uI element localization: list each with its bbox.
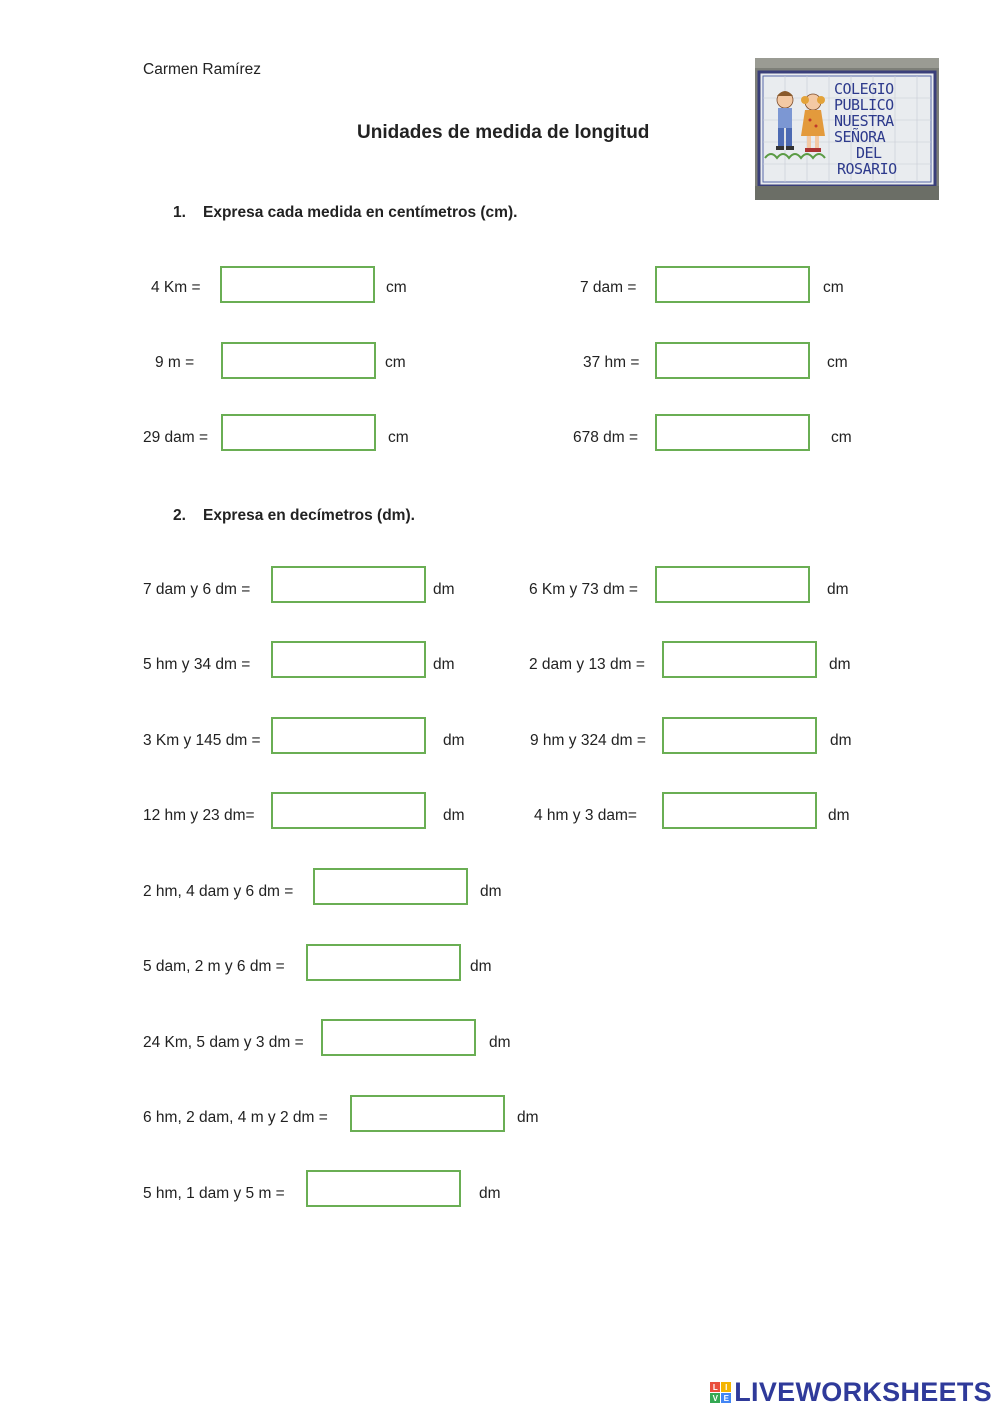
s2-unit-5: dm [443, 732, 465, 749]
s2-label-6: 9 hm y 324 dm = [530, 732, 646, 749]
s2-unit-2: dm [827, 581, 849, 598]
section-2-heading [173, 507, 415, 525]
s2-unit-11: dm [489, 1034, 511, 1051]
s2-unit-10: dm [470, 958, 492, 975]
s1-unit-4: cm [827, 354, 848, 371]
s1-answer-1[interactable] [220, 266, 375, 303]
logo-line-3: NUESTRA [834, 112, 894, 130]
s2-label-12: 6 hm, 2 dam, 4 m y 2 dm = [143, 1109, 328, 1126]
s2-answer-3[interactable] [271, 641, 426, 678]
school-logo [755, 58, 939, 200]
s2-answer-10[interactable] [306, 944, 461, 981]
s2-label-5: 3 Km y 145 dm = [143, 732, 261, 749]
author-name: Carmen Ramírez [143, 61, 261, 78]
s2-unit-4: dm [829, 656, 851, 673]
s2-label-7: 12 hm y 23 dm= [143, 807, 255, 824]
s1-label-5: 29 dam = [143, 429, 209, 446]
s1-answer-6[interactable] [655, 414, 810, 451]
s2-label-2: 6 Km y 73 dm = [529, 581, 638, 598]
s2-label-13: 5 hm, 1 dam y 5 m = [143, 1185, 285, 1202]
s2-answer-2[interactable] [655, 566, 810, 603]
s2-label-10: 5 dam, 2 m y 6 dm = [143, 958, 285, 975]
brand-text: LIVEWORKSHEETS [734, 1377, 992, 1407]
section-1-number: 1. [173, 204, 186, 221]
s2-answer-7[interactable] [271, 792, 426, 829]
s2-label-11: 24 Km, 5 dam y 3 dm = [143, 1034, 304, 1051]
s2-unit-12: dm [517, 1109, 539, 1126]
s1-unit-5: cm [388, 429, 409, 446]
s2-answer-4[interactable] [662, 641, 817, 678]
s1-answer-4[interactable] [655, 342, 810, 379]
section-1-instruction: Expresa cada medida en centímetros (cm). [203, 204, 518, 221]
s2-answer-5[interactable] [271, 717, 426, 754]
s2-answer-12[interactable] [350, 1095, 505, 1132]
logo-line-6: ROSARIO [837, 160, 897, 178]
s2-answer-13[interactable] [306, 1170, 461, 1207]
s2-unit-7: dm [443, 807, 465, 824]
s1-answer-2[interactable] [655, 266, 810, 303]
s1-answer-5[interactable] [221, 414, 376, 451]
s1-label-4: 37 hm = [583, 354, 640, 371]
s2-unit-3: dm [433, 656, 455, 673]
liveworksheets-brand [710, 1377, 992, 1408]
s2-answer-9[interactable] [313, 868, 468, 905]
s1-label-2: 7 dam = [580, 279, 637, 296]
section-2-instruction: Expresa en decímetros (dm). [203, 507, 415, 524]
s1-unit-6: cm [831, 429, 852, 446]
s1-unit-2: cm [823, 279, 844, 296]
logo-line-1: COLEGIO [834, 80, 894, 98]
s2-answer-6[interactable] [662, 717, 817, 754]
s1-unit-3: cm [385, 354, 406, 371]
s1-unit-1: cm [386, 279, 407, 296]
logo-line-2: PUBLICO [834, 96, 894, 114]
s1-label-3: 9 m = [155, 354, 195, 371]
section-1-heading [173, 204, 517, 222]
logo-line-5: DEL [856, 144, 882, 162]
s2-answer-8[interactable] [662, 792, 817, 829]
s2-unit-13: dm [479, 1185, 501, 1202]
s2-label-3: 5 hm y 34 dm = [143, 656, 251, 673]
s2-label-9: 2 hm, 4 dam y 6 dm = [143, 883, 294, 900]
section-2-number: 2. [173, 507, 186, 524]
s1-label-6: 678 dm = [573, 429, 639, 446]
s2-unit-9: dm [480, 883, 502, 900]
brand-badge-icon: L I V E [710, 1382, 731, 1403]
s2-unit-8: dm [828, 807, 850, 824]
s2-label-8: 4 hm y 3 dam= [534, 807, 637, 824]
s2-unit-6: dm [830, 732, 852, 749]
s2-answer-1[interactable] [271, 566, 426, 603]
s2-unit-1: dm [433, 581, 455, 598]
logo-line-4: SEÑORA [834, 128, 886, 146]
s2-label-4: 2 dam y 13 dm = [529, 656, 645, 673]
s2-label-1: 7 dam y 6 dm = [143, 581, 251, 598]
page-title: Unidades de medida de longitud [357, 122, 650, 143]
s1-answer-3[interactable] [221, 342, 376, 379]
s1-label-1: 4 Km = [151, 279, 201, 296]
s2-answer-11[interactable] [321, 1019, 476, 1056]
